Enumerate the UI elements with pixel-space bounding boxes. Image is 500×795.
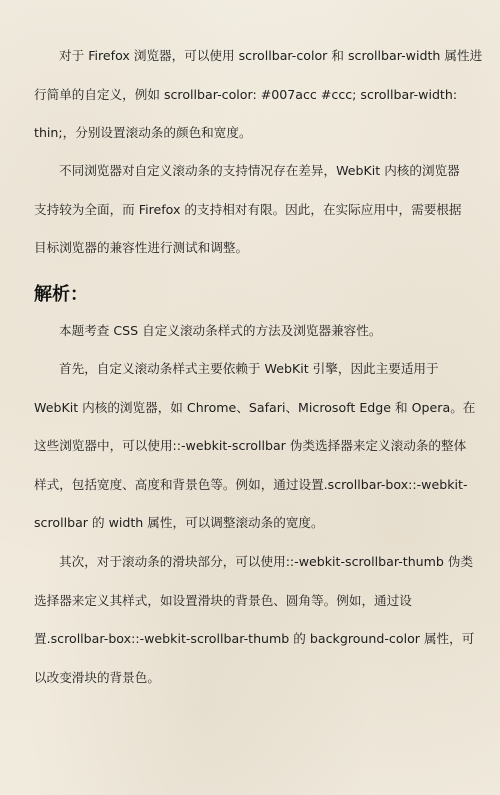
paragraph-analysis-webkit (34, 350, 474, 543)
text-line: scrollbar 的 width 属性，可以调整滚动条的宽度。 (34, 515, 324, 531)
paragraph-browser-compatibility (34, 152, 474, 268)
text-line: 样式，包括宽度、高度和背景色等。例如，通过设置.scrollbar-box::-webkit- (34, 476, 468, 492)
text-line: 对于 Firefox 浏览器，可以使用 scrollbar-color 和 scrollbar-width 属性进 (59, 48, 483, 63)
text-line: WebKit 内核的浏览器，如 Chrome、Safari、Microsoft Edge 和 Opera。在 (34, 399, 476, 415)
text-line: 不同浏览器对自定义滚动条的支持情况存在差异，WebKit 内核的浏览器 (59, 163, 460, 178)
text-line: 其次，对于滚动条的滑块部分，可以使用::-webkit-scrollbar-thumb 伪类 (59, 554, 474, 569)
text-line: 本题考查 CSS 自定义滚动条样式的方法及浏览器兼容性。 (59, 323, 382, 338)
text-line: 这些浏览器中，可以使用::-webkit-scrollbar 伪类选择器来定义滚动条的整体 (34, 438, 467, 454)
text-line: 置.scrollbar-box::-webkit-scrollbar-thumb 的 background-color 属性，可 (34, 631, 475, 647)
text-line: 目标浏览器的兼容性进行测试和调整。 (34, 240, 249, 256)
paragraph-firefox-scrollbar (34, 37, 483, 153)
analysis-heading: 解析： (34, 284, 88, 305)
text-line: 选择器来定义其样式，如设置滑块的背景色、圆角等。例如，通过设 (34, 592, 412, 608)
paragraph-analysis-thumb (34, 543, 474, 697)
paragraph-analysis-intro (34, 312, 474, 351)
text-line: 行简单的自定义，例如 scrollbar-color: #007acc #ccc; scrollbar-width: (34, 86, 458, 102)
text-line: 支持较为全面，而 Firefox 的支持相对有限。因此，在实际应用中，需要根据 (34, 201, 462, 217)
text-line: 以改变滑块的背景色。 (34, 669, 160, 685)
text-line: thin;，分别设置滚动条的颜色和宽度。 (34, 125, 252, 141)
text-line: 首先，自定义滚动条样式主要依赖于 WebKit 引擎，因此主要适用于 (59, 361, 439, 376)
